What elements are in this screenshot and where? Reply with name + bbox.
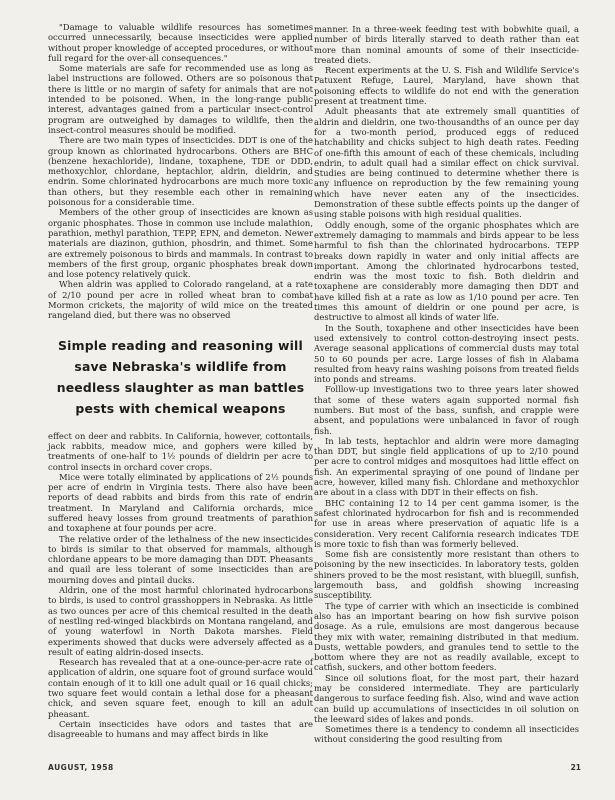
paragraph: effect on deer and rabbits. In California, however, cottontails, jack rabbits, meadow mice, and gophers were killed by treatments of one-half to 1½ pounds of dieldrin per acre to control insects in orchard cover crops. <box>48 430 313 472</box>
paragraph: Aldrin, one of the most harmful chlorinated hydrocarbons to birds, is used to control grasshoppers in Nebraska. As little as two ounces per acre of this chemical resulted in the death of nestling red-winged blackbirds on Montana rangeland, and of young waterfowl in North Dakota marshes. Field experiments showed that ducks were adversely affected as a result of eating aldrin-dosed insects. <box>48 585 313 657</box>
paragraph: When aldrin was applied to Colorado rangeland, at a rate of 2/10 pound per acre in rolled wheat bran to combat Mormon crickets, the majority of wild mice on the treated rangeland died, but there was no observed <box>48 279 313 321</box>
paragraph: In lab tests, heptachlor and aldrin were more damaging than DDT, but single field applications of up to 2/10 pound per acre to control midges and mosquitoes had little effect on fish. An experimental spraying of one pound of lindane per acre, however, killed many fish. Chlordane and methoxychlor are about in a class with DDT in their effects on fish. <box>314 435 579 498</box>
paragraph: In the South, toxaphene and other insecticides have been used extensively to control cotton-destroying insect pests. Average seasonal applications of commercial dusts may total 50 to 60 pounds per acre. Large losses of fish in Alabama resulted from heavy rains washing poisons from treated fields into ponds and streams. <box>314 322 579 385</box>
page-number: 21 <box>570 763 581 772</box>
paragraph: Members of the other group of insecticides are known as organic phosphates. Those in common use include malathion, parathion, methyl parathion, TEPP, EPN, and demeton. Newer materials are diazinon, guthion, phosdrin, and thimet. Some are extremely poisonous to birds and mammals. In contrast to members of the first group, organic phosphates break down and lose potency relatively quick. <box>48 207 313 280</box>
pull-quote-line: save Nebraska's wildlife from <box>74 358 287 374</box>
issue-date: AUGUST, 1958 <box>48 763 114 772</box>
paragraph: Mice were totally eliminated by applications of 2½ pounds per acre of endrin in Virginia tests. There also have been reports of dead rabbits and birds from this rate of endrin treatment. In Maryland and California orchards, mice suffered heavy losses from ground treatments of parathion and toxaphene at four pounds per acre. <box>48 471 313 534</box>
paragraph: Folllow-up investigations two to three years later showed that some of these waters again supported normal fish numbers. But most of the bass, sunfish, and crappie were absent, and populations were unbalanced in favor of rough fish. <box>314 384 579 436</box>
left-column <box>48 22 313 740</box>
paragraph: manner. In a three-week feeding test with bobwhite quail, a number of birds literally starved to death rather than eat more than nominal amounts of some of their insecticide-treated diets. <box>314 24 579 65</box>
pull-quote <box>48 335 313 419</box>
paragraph: Some materials are safe for recommended use as long as label instructions are followed. Others are so poisonous that there is little or no margin of safety for animals that are not intended to be poisoned. When, in the long-range public interest, advantages gained from a particular insect-control program are outweighed by damages to wildlife, then the insect-control measures should be modified. <box>48 63 313 135</box>
pull-quote-line: needless slaughter as man battles <box>56 379 305 395</box>
pull-quote-line: Simple reading and reasoning will <box>58 337 303 353</box>
paragraph: Research has revealed that at a one-ounce-per-acre rate of application of aldrin, one square foot of ground surface would contain enough of it to kill one adult quail or 16 quail chicks; two square feet would contain a lethal dose for a pheasant chick, and seven square feet, enough to kill an adult pheasant. <box>48 657 313 719</box>
paragraph: Oddly enough, some of the organic phosphates which are extremely damaging to mammals and birds appear to be less harmful to fish than the chlorinated hydrocarbons. TEPP breaks down rapidly in water and only initial affects are important. Among the chlorinated hydrocarbons tested, endrin was the most toxic to fish. Both dieldrin and toxaphene are considerably more damaging then DDT and have killed fish at a rate as low as 1/10 pound per acre. Ten times this amount of dieldrin or one pound per acre, is destructive to almost all kinds of water life. <box>314 219 579 323</box>
paragraph: Some fish are consistently more resistant than others to poisoning by the new insecticides. In laboratory tests, golden shiners proved to be the most resistant, with bluegill, sunfish, largemouth bass, and goldfish showing increasing susceptibility. <box>314 549 579 601</box>
right-column <box>314 24 579 745</box>
paragraph: There are two main types of insecticides. DDT is one of the group known as chlorinated hydrocarbons. Others are BHC (benzene hexachloride), lindane, toxaphene, TDE or DDD, methoxychlor, chlordane, heptachlor, aldrin, dieldrin, and endrin. Some chlorinated hydrocarbons are much more toxic than others, but they resemble each other in remaining poisonous for a considerable time. <box>48 135 313 208</box>
paragraph: The relative order of the lethalness of the new insecticides to birds is similar to that observed for mammals, although chlordane appears to be more damaging than DDT. Pheasants and quail are less tolerant of some insecticides than are mourning doves and pintail ducks. <box>48 533 313 585</box>
paragraph: Recent experiments at the U. S. Fish and Wildlife Service's Patuxent Refuge, Laurel, Maryland, have shown that poisoning effects to wildlife do not end with the generation present at treatment time. <box>314 65 579 107</box>
pull-quote-line: pests with chemical weapons <box>75 400 286 416</box>
paragraph: BHC containing 12 to 14 per cent gamma isomer, is the safest chlorinated hydrocarbon for fish and is recommended for use in areas where preservation of aquatic life is a consideration. Very recent California research indicates TDE is more toxic to fish than was formerly believed. <box>314 497 579 549</box>
paragraph: Adult pheasants that ate extremely small quantities of aldrin and dieldrin, one two-thousandths of an ounce per day for a two-month period, produced eggs of reduced hatchability and chicks subject to high death rates. Feeding of one-fifth this amount of each of these chemicals, including endrin, to adult quail had a similar effect on chick survival. Studies are being continued to determine whether there is any influence on reproduction by the few remaining young which have never eaten any of the insecticides. Demonstration of these subtle effects points up the danger of using stable poisons with high residual qualities. <box>314 106 579 220</box>
paragraph: Since oil solutions float, for the most part, their hazard may be considered intermediate. They are particularly dangerous to surface feeding fish. Also, wind and wave action can build up accumulations of insecticides in oil solution on the leeward sides of lakes and ponds. <box>314 672 579 724</box>
paragraph: "Damage to valuable wildlife resources has sometimes occurred unnecessarily, because insecticides were applied without proper knowledge of accepted procedures, or without full regard for the over-all consequences." <box>48 22 313 63</box>
paragraph: Certain insecticides have odors and tastes that are disagreeable to humans and may affect birds in like <box>48 718 313 740</box>
paragraph: Sometimes there is a tendency to condemn all insecticides without considering the good resulting from <box>314 724 579 745</box>
paragraph: The type of carrier with which an insecticide is combined also has an important bearing on how fish survive poison dosage. As a rule, emulsions are most dangerous because they mix with water, remaining distributed in that medium. Dusts, wettable powders, and granules tend to settle to the bottom where they are not as readily available, except to catfish, suckers, and other bottom feeders. <box>314 600 579 673</box>
